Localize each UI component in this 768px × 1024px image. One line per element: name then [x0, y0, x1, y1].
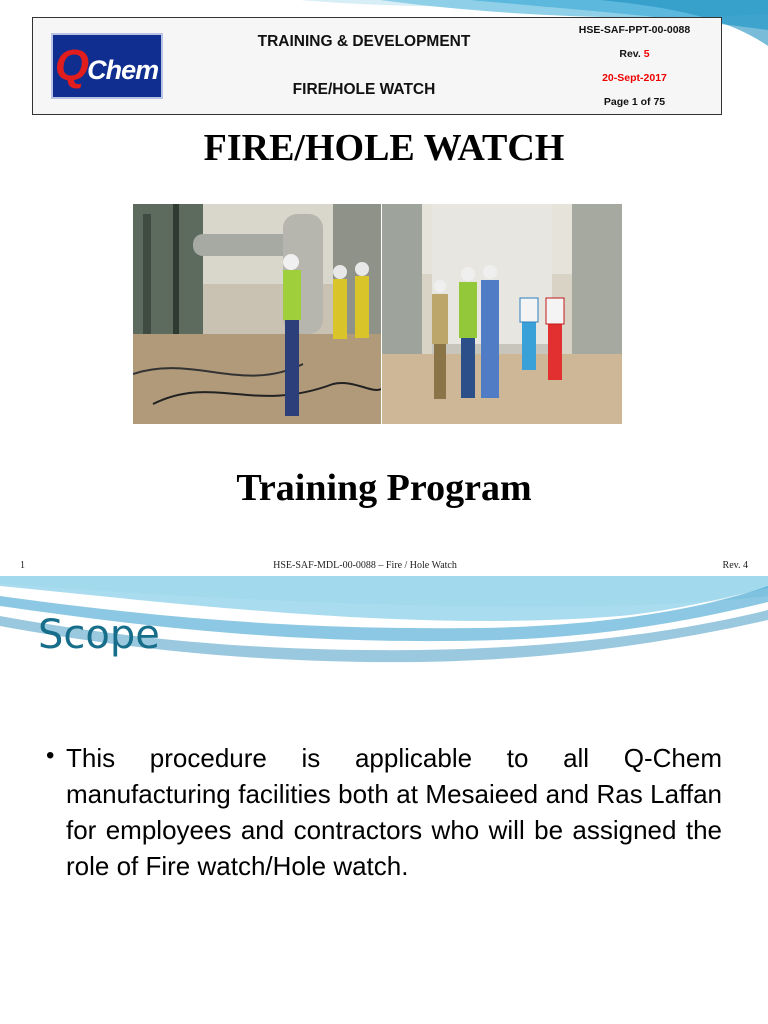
header-page: Page 1 of 75	[603, 95, 666, 108]
logo-cell	[33, 18, 180, 114]
header-revision	[548, 41, 721, 66]
bullet-item	[46, 740, 722, 884]
bullet-text: This procedure is applicable to all Q-Chem manufacturing facilities both at Mesaieed and Ras Laffan for employees and contractors who will be assigned the role of Fire watch/Hole watch.	[66, 743, 722, 881]
footer-doc-ref: HSE-SAF-MDL-00-0088 – Fire / Hole Watch	[273, 560, 457, 571]
slide-2	[0, 576, 768, 1024]
slide-title: FIRE/HOLE WATCH	[203, 127, 565, 169]
header-department: TRAINING & DEVELOPMENT	[257, 33, 471, 50]
slide-footer	[0, 560, 768, 574]
logo-chem: Chem	[87, 54, 159, 85]
site-photo-workers-hoses	[133, 204, 381, 424]
slide-title: Scope	[38, 612, 160, 658]
slide-number: 1	[20, 560, 25, 571]
slide-subtitle: Training Program	[236, 467, 532, 509]
rev-value: 5	[643, 47, 650, 60]
header-date: 20-Sept-2017	[602, 71, 667, 84]
header-subject: FIRE/HOLE WATCH	[292, 81, 436, 98]
logo-q: Q	[54, 41, 90, 90]
header-doc-code: HSE-SAF-PPT-00-0088	[578, 23, 691, 36]
qchem-logo	[51, 33, 163, 99]
site-photo-permit-review	[382, 204, 622, 424]
bullet-marker: •	[46, 742, 55, 769]
rev-label: Rev.	[619, 47, 641, 60]
footer-rev: Rev. 4	[722, 560, 748, 571]
document-header-table	[32, 17, 722, 115]
